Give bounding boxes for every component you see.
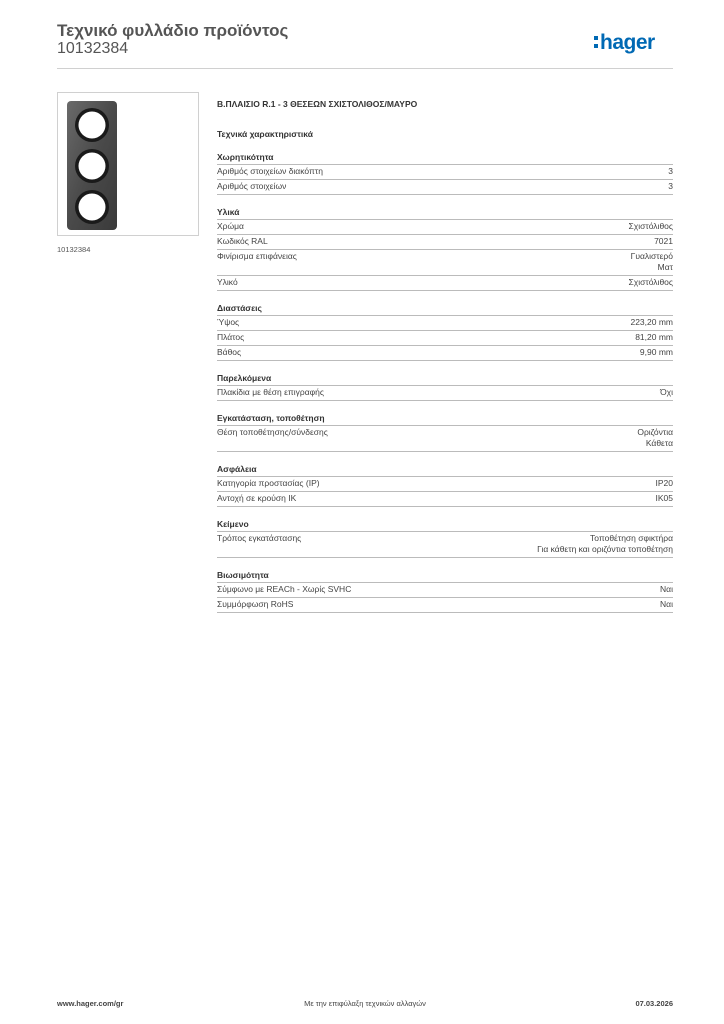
spec-label: Φινίρισμα επιφάνειας <box>217 251 297 261</box>
logo-wordmark: hager <box>600 31 655 54</box>
footer-notice: Με την επιφύλαξη τεχνικών αλλαγών <box>304 999 426 1008</box>
spec-row <box>217 583 673 598</box>
page-title: Τεχνικό φυλλάδιο προϊόντος <box>57 21 289 40</box>
logo-dot-top <box>594 36 598 40</box>
spec-label: Συμμόρφωση RoHS <box>217 599 294 609</box>
spec-value: Σχιστόλιθος <box>628 221 673 231</box>
spec-label: Βάθος <box>217 347 242 357</box>
spec-group <box>217 151 673 195</box>
spec-row <box>217 276 673 291</box>
spec-row <box>217 386 673 401</box>
spec-row <box>217 532 673 558</box>
spec-group-title: Διαστάσεις <box>217 302 673 316</box>
spec-group <box>217 372 673 401</box>
spec-value: 3 <box>668 181 673 191</box>
spec-label: Χρώμα <box>217 221 244 231</box>
spec-group-title: Υλικά <box>217 206 673 220</box>
spec-label: Πλάτος <box>217 332 245 342</box>
spec-label: Κατηγορία προστασίας (IP) <box>217 478 320 488</box>
spec-row <box>217 250 673 276</box>
spec-value: Γυαλιστερό Ματ <box>630 251 673 272</box>
spec-group <box>217 463 673 507</box>
spec-label: Αριθμός στοιχείων <box>217 181 287 191</box>
spec-value: Ναι <box>660 584 673 594</box>
spec-value: 223,20 mm <box>630 317 673 327</box>
spec-group <box>217 569 673 613</box>
spec-heading: Τεχνικά χαρακτηριστικά <box>217 129 313 139</box>
spec-label: Σύμφωνο με REACh - Χωρίς SVHC <box>217 584 352 594</box>
spec-label: Θέση τοποθέτησης/σύνδεσης <box>217 427 328 437</box>
spec-group-title: Παρελκόμενα <box>217 372 673 386</box>
spec-value: Ναι <box>660 599 673 609</box>
product-code-heading: 10132384 <box>57 40 129 57</box>
spec-label: Υλικό <box>217 277 238 287</box>
spec-row <box>217 316 673 331</box>
spec-row <box>217 220 673 235</box>
spec-group <box>217 302 673 361</box>
footer-website[interactable]: www.hager.com/gr <box>57 999 124 1008</box>
spec-label: Αριθμός στοιχείων διακόπτη <box>217 166 323 176</box>
spec-row <box>217 331 673 346</box>
spec-row <box>217 426 673 452</box>
spec-group <box>217 518 673 558</box>
spec-label: Πλακίδια με θέση επιγραφής <box>217 387 324 397</box>
specification-section <box>217 97 673 613</box>
spec-row <box>217 477 673 492</box>
spec-value: IP20 <box>655 478 673 488</box>
spec-value: IK05 <box>655 493 673 503</box>
spec-group-title: Βιωσιμότητα <box>217 569 673 583</box>
header-divider <box>57 68 673 69</box>
spec-group-title: Ασφάλεια <box>217 463 673 477</box>
product-image-frame <box>57 92 199 236</box>
spec-group-title: Κείμενο <box>217 518 673 532</box>
spec-value: Όχι <box>660 387 673 397</box>
spec-label: Τρόπος εγκατάστασης <box>217 533 302 543</box>
spec-row <box>217 180 673 195</box>
spec-row <box>217 598 673 613</box>
spec-value: 81,20 mm <box>635 332 673 342</box>
spec-value: 3 <box>668 166 673 176</box>
spec-label: Ύψος <box>217 317 240 327</box>
spec-row <box>217 492 673 507</box>
spec-value: Τοποθέτηση σφικτήρα Για κάθετη και οριζόντια τοποθέτηση <box>537 533 673 554</box>
spec-group <box>217 412 673 452</box>
product-image <box>58 93 198 235</box>
spec-row <box>217 235 673 250</box>
hager-logo <box>594 28 674 58</box>
spec-value: Σχιστόλιθος <box>628 277 673 287</box>
spec-group-title: Χωρητικότητα <box>217 151 673 165</box>
spec-value: 9,90 mm <box>639 347 673 357</box>
spec-groups <box>217 151 673 613</box>
product-name: Β.ΠΛΑΙΣΙΟ R.1 - 3 ΘΕΣΕΩΝ ΣΧΙΣΤΟΛΙΘΟΣ/ΜΑΥΡΟ <box>217 99 418 109</box>
spec-group <box>217 206 673 291</box>
footer-date: 07.03.2026 <box>635 999 673 1008</box>
spec-label: Κωδικός RAL <box>217 236 268 246</box>
spec-row <box>217 165 673 180</box>
spec-group-title: Εγκατάσταση, τοποθέτηση <box>217 412 673 426</box>
spec-value: 7021 <box>654 236 673 246</box>
spec-value: Οριζόντια Κάθετα <box>637 427 673 448</box>
spec-label: Αντοχή σε κρούση IK <box>217 493 297 503</box>
spec-row <box>217 346 673 361</box>
image-caption: 10132384 <box>57 245 91 254</box>
logo-dot-bottom <box>594 44 598 48</box>
